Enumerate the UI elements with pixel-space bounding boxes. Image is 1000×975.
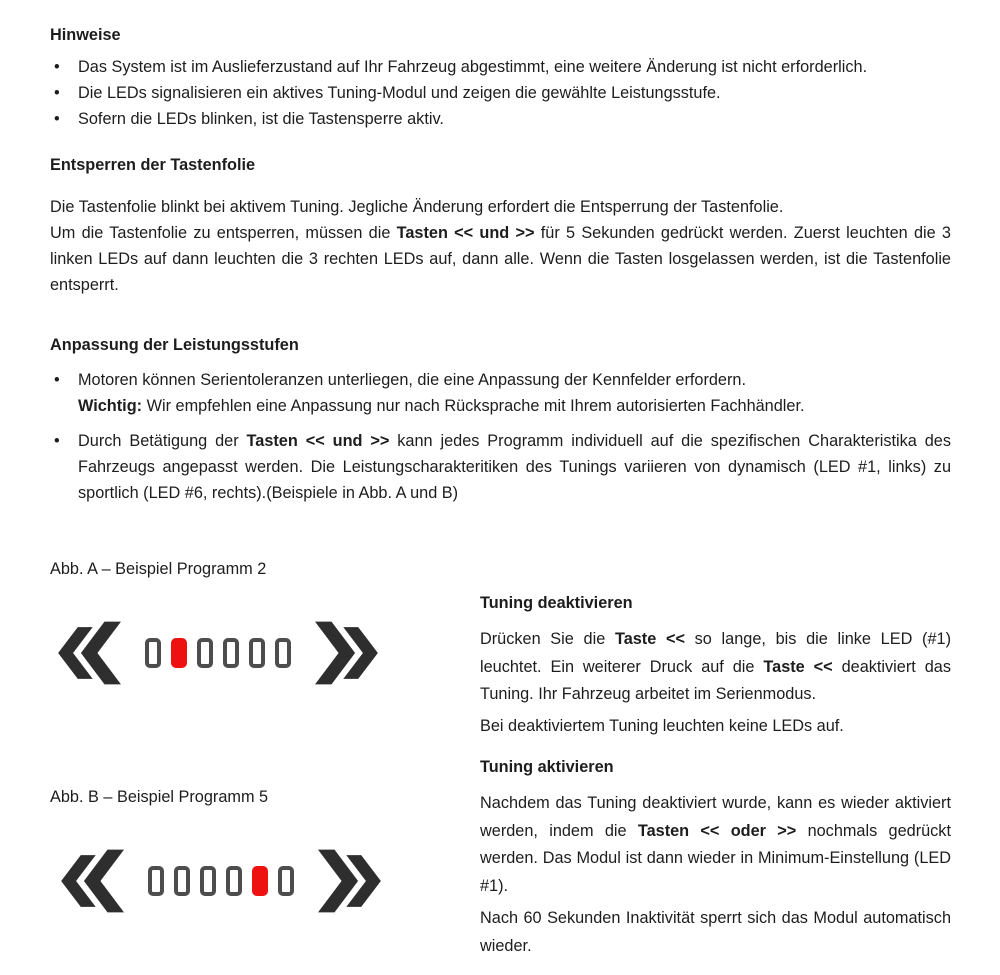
double-chevron-left-icon bbox=[55, 618, 121, 688]
text-run: deaktiviert das Tuning. Ihr Fahrzeug arbeitet im Serienmodus. bbox=[480, 657, 951, 703]
list-item bbox=[50, 367, 951, 419]
section-title-hinweise: Hinweise bbox=[50, 26, 121, 44]
figure-a-led-display bbox=[55, 618, 381, 688]
bullet-icon: • bbox=[54, 58, 60, 76]
led-6 bbox=[275, 638, 291, 668]
text-run-bold: Wichtig: bbox=[78, 397, 143, 415]
led-5 bbox=[249, 638, 265, 668]
text-run: für 5 Sekunden gedrückt werden. Zuerst leuchten die 3 linken LEDs auf dann leuchten die 3 rechten LEDs auf, dann alle. Wenn die Tasten losgelassen werden, ist die Tastenfolie entsperrt. bbox=[50, 224, 951, 294]
led-6 bbox=[278, 866, 294, 896]
bullet-icon: • bbox=[54, 84, 60, 102]
bullet-text bbox=[78, 367, 951, 419]
text-run: Drücken Sie die bbox=[480, 630, 615, 648]
double-chevron-left-icon bbox=[58, 846, 124, 916]
text-run: Durch Betätigung der bbox=[78, 432, 247, 450]
paragraph bbox=[50, 220, 951, 298]
text-run-bold: Tasten << und >> bbox=[246, 432, 390, 450]
paragraph: Motoren können Serientoleranzen unterliegen, die eine Anpassung der Kennfelder erfordern. bbox=[78, 371, 746, 389]
list-item bbox=[50, 106, 951, 132]
paragraph bbox=[480, 626, 951, 709]
list-item bbox=[50, 428, 951, 506]
figure-a-caption: Abb. A – Beispiel Programm 2 bbox=[50, 560, 267, 578]
section-title-anpassung: Anpassung der Leistungsstufen bbox=[50, 336, 299, 354]
bullet-icon: • bbox=[54, 371, 60, 389]
bullet-text: Sofern die LEDs blinken, ist die Tastensperre aktiv. bbox=[78, 110, 444, 128]
led-5 bbox=[252, 866, 268, 896]
led-2 bbox=[171, 638, 187, 668]
text-run-bold: Taste << bbox=[614, 630, 685, 648]
section-title-deaktivieren: Tuning deaktivieren bbox=[480, 594, 633, 612]
led-3 bbox=[200, 866, 216, 896]
figure-b-caption: Abb. B – Beispiel Programm 5 bbox=[50, 788, 269, 806]
paragraph: Die Tastenfolie blinkt bei aktivem Tuning. Jegliche Änderung erfordert die Entsperrung der Tastenfolie. bbox=[50, 198, 784, 216]
bullet-text: Das System ist im Auslieferzustand auf Ihr Fahrzeug abgestimmt, eine weitere Änderung ist nicht erforderlich. bbox=[78, 58, 868, 76]
text-run-bold: Tasten << oder >> bbox=[637, 821, 797, 840]
led-3 bbox=[197, 638, 213, 668]
text-run: Um die Tastenfolie zu entsperren, müssen die bbox=[50, 224, 397, 242]
led-4 bbox=[223, 638, 239, 668]
text-run: Wir empfehlen eine Anpassung nur nach Rücksprache mit Ihrem autorisierten Fachhändler. bbox=[142, 397, 805, 415]
right-column bbox=[480, 590, 951, 960]
paragraph: Nach 60 Sekunden Inaktivität sperrt sich das Modul automatisch wieder. bbox=[480, 909, 951, 955]
main-column bbox=[50, 22, 951, 506]
list-item bbox=[50, 80, 951, 106]
bullet-text bbox=[78, 428, 951, 506]
paragraph bbox=[78, 393, 951, 419]
text-run-bold: Taste << bbox=[763, 657, 833, 676]
text-run-bold: Tasten << und >> bbox=[396, 224, 535, 242]
list-item bbox=[50, 54, 951, 80]
paragraph bbox=[480, 790, 951, 900]
text-run: so lange, bis die linke LED (#1) leuchtet. Ein weiterer Druck auf die bbox=[480, 630, 951, 676]
led-row bbox=[145, 638, 291, 668]
figure-b-led-display bbox=[58, 846, 384, 916]
bullet-icon: • bbox=[54, 110, 60, 128]
paragraph: Bei deaktiviertem Tuning leuchten keine LEDs auf. bbox=[480, 716, 844, 735]
section-title-aktivieren: Tuning aktivieren bbox=[480, 758, 614, 776]
double-chevron-right-icon bbox=[318, 846, 384, 916]
text-run: Nachdem das Tuning deaktiviert wurde, kann es wieder aktiviert werden, indem die bbox=[480, 794, 951, 840]
text-run: nochmals gedrückt werden. Das Modul ist dann wieder in Minimum-Einstellung (LED #1). bbox=[480, 821, 951, 895]
led-row bbox=[148, 866, 294, 896]
led-1 bbox=[148, 866, 164, 896]
bullet-icon: • bbox=[54, 432, 60, 450]
double-chevron-right-icon bbox=[315, 618, 381, 688]
bullet-text: Die LEDs signalisieren ein aktives Tuning-Modul und zeigen die gewählte Leistungsstufe. bbox=[78, 84, 721, 102]
text-run: kann jedes Programm individuell auf die spezifischen Charakteristika des Fahrzeugs angepasst werden. Die Leistungscharakteritiken des Tunings variieren von dynamisch (LED #1, links) zu sportlich (LED #6, rechts).(Beispiele in Abb. A und B) bbox=[78, 432, 951, 502]
section-title-entsperren: Entsperren der Tastenfolie bbox=[50, 156, 256, 174]
led-1 bbox=[145, 638, 161, 668]
led-4 bbox=[226, 866, 242, 896]
hinweise-bullet-list bbox=[50, 54, 951, 132]
led-2 bbox=[174, 866, 190, 896]
